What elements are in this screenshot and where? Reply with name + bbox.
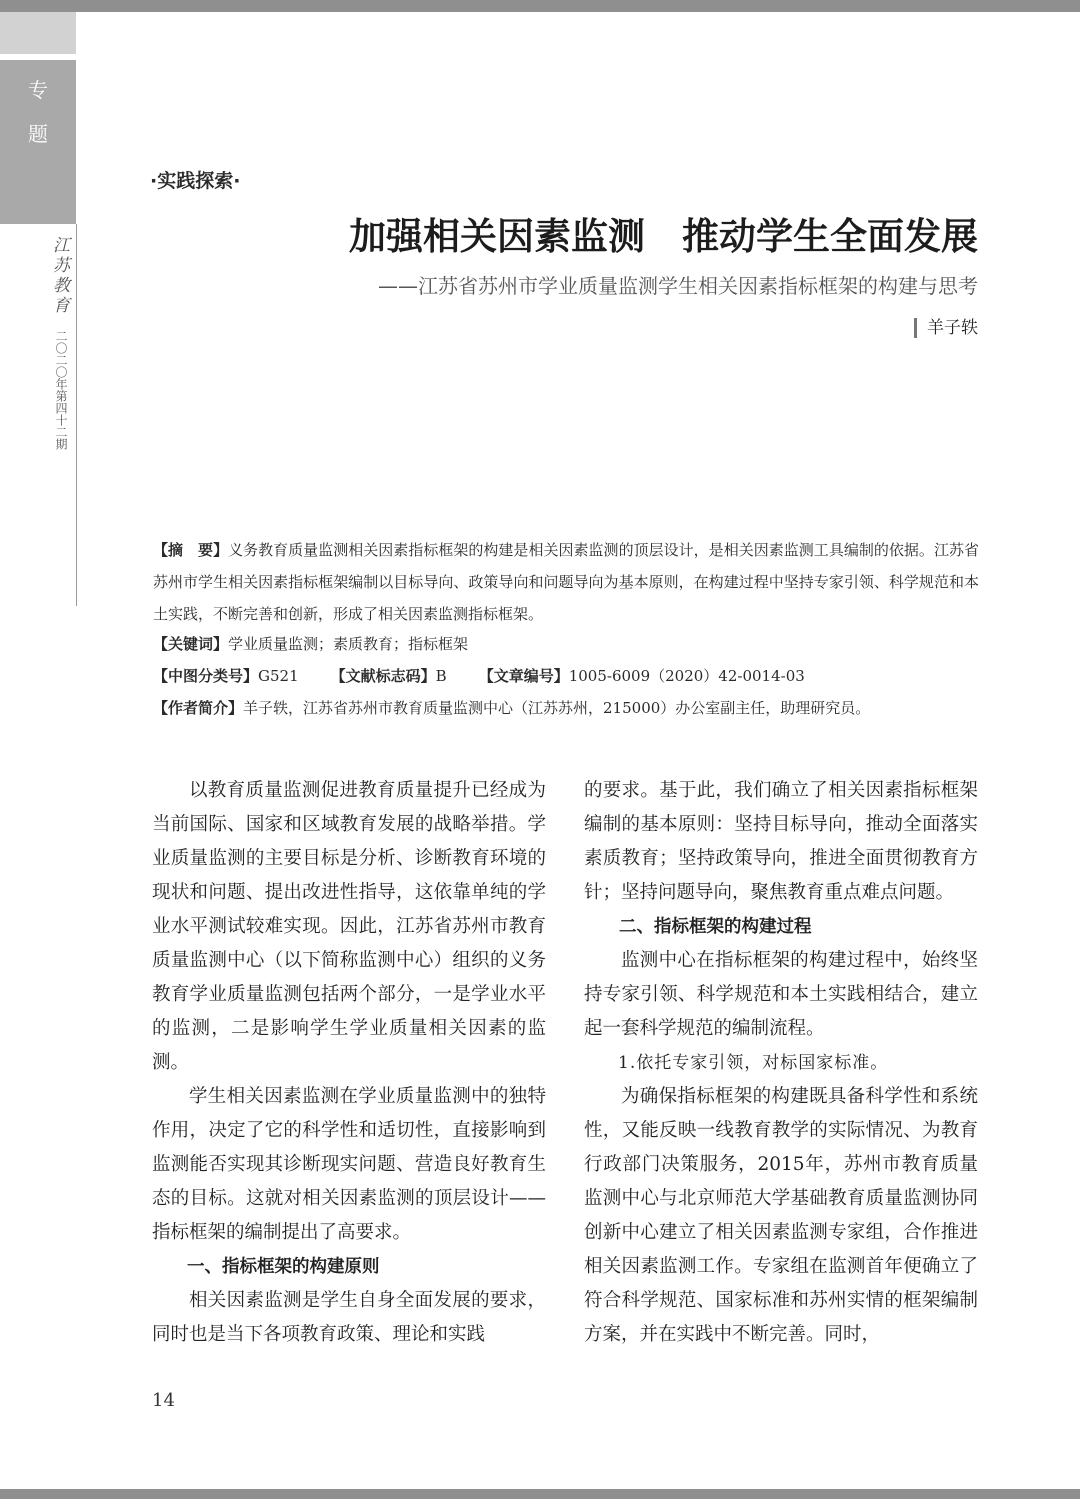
- journal-name: 江苏教育: [49, 236, 69, 316]
- section-heading: 一、指标框架的构建原则: [187, 1257, 380, 1277]
- author-bio: [153, 692, 979, 724]
- keywords: [153, 628, 979, 660]
- bottom-border-bar: [0, 1489, 1080, 1499]
- section-tab-char-1: 专: [28, 78, 48, 102]
- abstract-text: 义务教育质量监测相关因素指标框架的构建是相关因素监测的顶层设计，是相关因素监测工具编制的依据。江苏省苏州市学生相关因素指标框架编制以目标导向、政策导向和问题导向为基本原则，在构建过程中坚持专家引领、科学规范和本土实践，不断完善和创新，形成了相关因素监测指标框架。: [153, 541, 979, 623]
- doc-code-value: B: [435, 667, 447, 685]
- sub-heading: 1.依托专家引领，对标国家标准。: [618, 1053, 889, 1073]
- article-no-value: 1005-6009（2020）42-0014-03: [568, 667, 805, 685]
- article-subtitle: ——江苏省苏州市学业质量监测学生相关因素指标框架的构建与思考: [378, 274, 978, 298]
- body-column-right: [584, 774, 978, 1352]
- bio-label: 【作者简介】: [153, 699, 244, 717]
- clc-label: 【中图分类号】: [153, 667, 259, 685]
- side-divider: [76, 224, 77, 606]
- section-tab: [0, 60, 76, 224]
- page-number: 14: [152, 1390, 175, 1411]
- bio-text: 羊子轶，江苏省苏州市教育质量监测中心（江苏苏州，215000）办公室副主任，助理研究员。: [243, 699, 871, 717]
- article-no-label: 【文章编号】: [478, 667, 569, 685]
- top-border-bar: [0, 0, 1080, 12]
- keywords-text: 学业质量监测；素质教育；指标框架: [228, 635, 469, 653]
- keywords-label: 【关键词】: [153, 635, 229, 653]
- section-heading: 二、指标框架的构建过程: [619, 917, 812, 937]
- paragraph: 学生相关因素监测在学业质量监测中的独特作用，决定了它的科学性和适切性，直接影响到监测能否实现其诊断现实问题、营造良好教育生态的目标。这就对相关因素监测的顶层设计——指标框架的编制提出了高要求。: [152, 1086, 546, 1243]
- paragraph: 以教育质量监测促进教育质量提升已经成为当前国际、国家和区域教育发展的战略举措。学业质量监测的主要目标是分析、诊断教育环境的现状和问题、提出改进性指导，这依靠单纯的学业水平测试较难实现。因此，江苏省苏州市教育质量监测中心（以下简称监测中心）组织的义务教育学业质量监测包括两个部分，一是学业水平的监测，二是影响学生学业质量相关因素的监测。: [152, 780, 546, 1073]
- issue-label: 二〇二〇年第四十二期: [54, 330, 68, 450]
- body-column-left: [152, 774, 546, 1352]
- abstract: [153, 534, 979, 630]
- article-author: 羊子轶: [914, 318, 978, 338]
- section-tab-char-2: 题: [28, 122, 48, 146]
- paragraph: 为确保指标框架的构建既具备科学性和系统性，又能反映一线教育教学的实际情况、为教育行政部门决策服务，2015年，苏州市教育质量监测中心与北京师范大学基础教育质量监测协同创新中心建立了相关因素监测专家组，合作推进相关因素监测工作。专家组在监测首年便确立了符合科学规范、国家标准和苏州实情的框架编制方案，并在实践中不断完善。同时，: [584, 1086, 978, 1345]
- clc-value: G521: [258, 667, 299, 685]
- article-title: 加强相关因素监测 推动学生全面发展: [349, 215, 978, 258]
- doc-code-label: 【文献标志码】: [330, 667, 436, 685]
- paragraph: 监测中心在指标框架的构建过程中，始终坚持专家引领、科学规范和本土实践相结合，建立起一套科学规范的编制流程。: [584, 950, 978, 1039]
- side-block: [0, 12, 76, 54]
- column-tag: ·实践探索·: [150, 170, 241, 192]
- paragraph: 的要求。基于此，我们确立了相关因素指标框架编制的基本原则：坚持目标导向，推动全面落实素质教育；坚持政策导向，推进全面贯彻教育方针；坚持问题导向，聚焦教育重点难点问题。: [584, 780, 978, 903]
- classification-line: [153, 660, 979, 692]
- abstract-label: 【摘 要】: [153, 541, 229, 559]
- paragraph: 相关因素监测是学生自身全面发展的要求，同时也是当下各项教育政策、理论和实践: [152, 1290, 546, 1345]
